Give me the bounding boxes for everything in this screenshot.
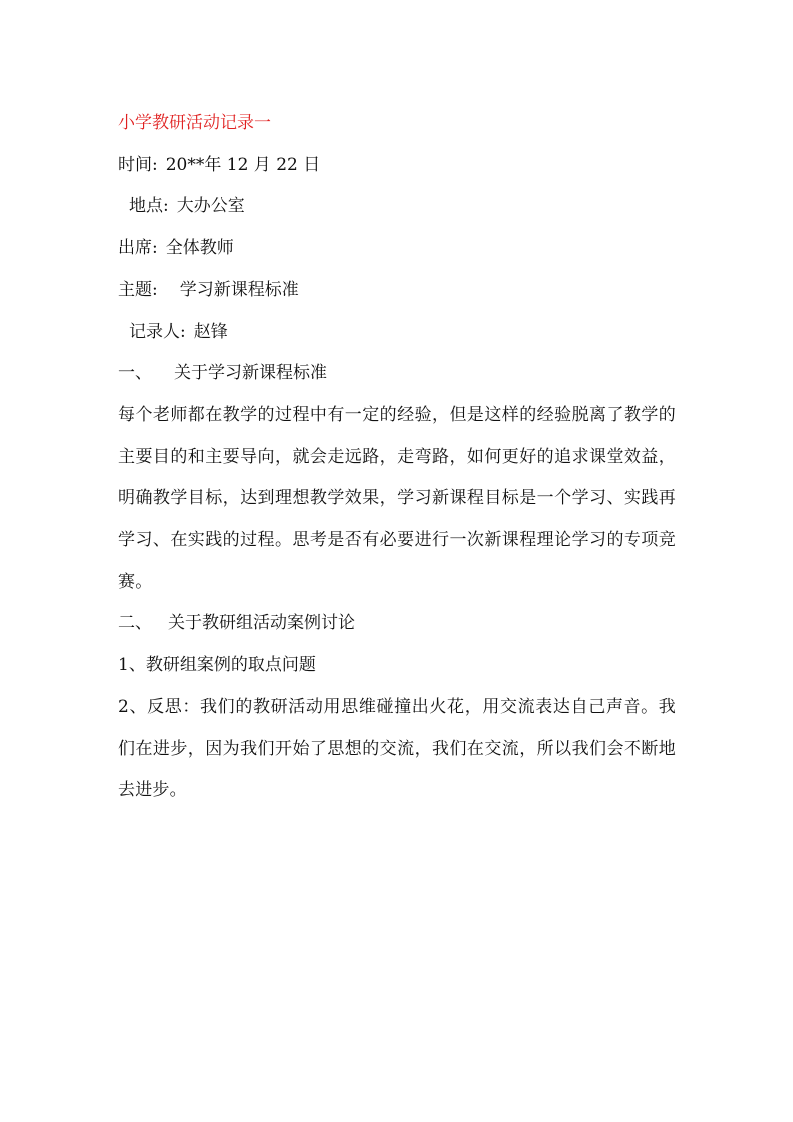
document-body — [118, 103, 678, 812]
recorder-row — [118, 312, 678, 354]
topic-label: 主题: — [118, 279, 158, 300]
attendees-value: 全体教师 — [165, 238, 234, 259]
section1-heading: 关于学习新课程标准 — [174, 363, 327, 384]
list-item-2: 2、反思：我们的教研活动用思维碰撞出火花，用交流表达自己声音。我们在进步，因为我们开始了思想的交流，我们在交流，所以我们会不断地去进步。 — [118, 696, 676, 801]
recorder-label: 记录人: — [129, 321, 186, 342]
attendees-label: 出席: — [118, 238, 158, 259]
attendees-row — [118, 228, 678, 270]
document-title: 小学教研活动记录一 — [118, 113, 271, 133]
recorder-value: 赵锋 — [193, 321, 228, 342]
section2-number: 二、 — [118, 613, 152, 634]
topic-value: 学习新课程标准 — [179, 279, 299, 300]
location-label: 地点: — [129, 196, 169, 217]
time-value: 20**年 12 月 22 日 — [165, 154, 321, 175]
section1-body: 每个老师都在教学的过程中有一定的经验，但是这样的经验脱离了教学的主要目的和主要导向，就会走远路，走弯路，如何更好的追求课堂效益，明确教学目标，达到理想教学效果，学习新课程目标是一个学习、实践再学习、在实践的过程。思考是否有必要进行一次新课程理论学习的专项竞赛。 — [118, 404, 676, 592]
topic-row — [118, 270, 678, 312]
section2-heading-row — [118, 603, 678, 645]
list-item-1: 1、教研组案例的取点问题 — [118, 655, 316, 676]
section2-heading: 关于教研组活动案例讨论 — [168, 613, 355, 634]
location-row — [118, 186, 678, 228]
time-label: 时间: — [118, 154, 158, 175]
time-row — [118, 145, 678, 187]
section1-heading-row — [118, 353, 678, 395]
section1-number: 一、 — [118, 363, 152, 384]
location-value: 大办公室 — [176, 196, 245, 217]
